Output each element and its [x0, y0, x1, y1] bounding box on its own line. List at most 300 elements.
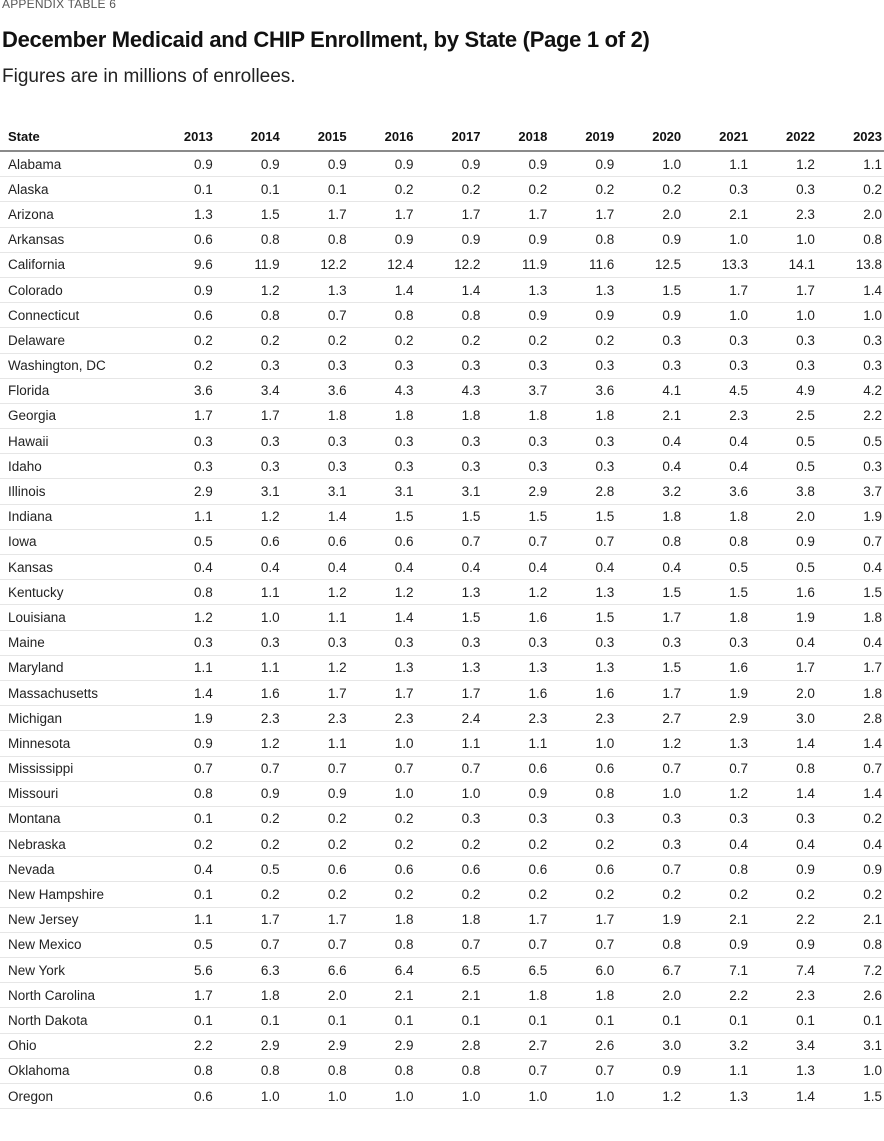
enrollment-value-cell: 0.2 [416, 328, 483, 353]
enrollment-value-cell: 7.4 [750, 958, 817, 983]
enrollment-value-cell: 0.9 [616, 303, 683, 328]
enrollment-value-cell: 0.2 [750, 882, 817, 907]
column-header-year: 2015 [282, 122, 349, 151]
enrollment-value-cell: 3.1 [416, 479, 483, 504]
enrollment-value-cell: 1.9 [750, 605, 817, 630]
enrollment-value-cell: 1.8 [349, 403, 416, 428]
enrollment-value-cell: 13.3 [683, 252, 750, 277]
enrollment-value-cell: 1.8 [817, 680, 884, 705]
enrollment-value-cell: 1.7 [349, 680, 416, 705]
enrollment-value-cell: 2.6 [549, 1033, 616, 1058]
enrollment-value-cell: 2.0 [750, 504, 817, 529]
enrollment-value-cell: 1.3 [349, 655, 416, 680]
enrollment-value-cell: 1.2 [616, 731, 683, 756]
enrollment-value-cell: 0.2 [817, 806, 884, 831]
state-name-cell: Connecticut [0, 303, 148, 328]
enrollment-value-cell: 0.7 [616, 857, 683, 882]
enrollment-value-cell: 1.1 [282, 605, 349, 630]
enrollment-value-cell: 0.1 [683, 1008, 750, 1033]
enrollment-value-cell: 0.1 [416, 1008, 483, 1033]
enrollment-value-cell: 1.8 [616, 504, 683, 529]
enrollment-value-cell: 0.4 [416, 555, 483, 580]
enrollment-value-cell: 0.7 [416, 529, 483, 554]
enrollment-value-cell: 1.1 [683, 1058, 750, 1083]
enrollment-value-cell: 1.2 [215, 504, 282, 529]
enrollment-value-cell: 1.7 [282, 907, 349, 932]
enrollment-value-cell: 1.0 [683, 303, 750, 328]
enrollment-value-cell: 1.5 [616, 580, 683, 605]
enrollment-value-cell: 3.4 [750, 1033, 817, 1058]
state-name-cell: Georgia [0, 403, 148, 428]
table-row [0, 479, 884, 504]
table-header-row [0, 122, 884, 151]
enrollment-value-cell: 0.2 [482, 177, 549, 202]
enrollment-value-cell: 2.3 [750, 202, 817, 227]
enrollment-value-cell: 1.8 [416, 907, 483, 932]
enrollment-value-cell: 3.4 [215, 378, 282, 403]
state-name-cell: Oklahoma [0, 1058, 148, 1083]
enrollment-value-cell: 0.3 [616, 353, 683, 378]
enrollment-value-cell: 1.8 [817, 605, 884, 630]
enrollment-value-cell: 0.5 [750, 454, 817, 479]
enrollment-value-cell: 0.2 [416, 882, 483, 907]
enrollment-value-cell: 0.9 [482, 227, 549, 252]
enrollment-value-cell: 6.5 [482, 958, 549, 983]
enrollment-value-cell: 0.5 [817, 429, 884, 454]
enrollment-value-cell: 0.3 [683, 806, 750, 831]
enrollment-value-cell: 0.3 [817, 454, 884, 479]
enrollment-value-cell: 0.2 [549, 882, 616, 907]
enrollment-value-cell: 0.9 [750, 529, 817, 554]
enrollment-value-cell: 1.0 [683, 227, 750, 252]
enrollment-value-cell: 1.7 [549, 202, 616, 227]
enrollment-table [0, 122, 884, 1109]
state-name-cell: Kentucky [0, 580, 148, 605]
enrollment-value-cell: 0.3 [282, 353, 349, 378]
column-header-year: 2020 [616, 122, 683, 151]
column-header-year: 2019 [549, 122, 616, 151]
column-header-year: 2023 [817, 122, 884, 151]
enrollment-value-cell: 0.7 [416, 756, 483, 781]
column-header-year: 2014 [215, 122, 282, 151]
enrollment-value-cell: 0.8 [282, 1058, 349, 1083]
enrollment-value-cell: 0.6 [282, 529, 349, 554]
enrollment-value-cell: 1.5 [817, 1083, 884, 1108]
enrollment-value-cell: 1.1 [482, 731, 549, 756]
enrollment-value-cell: 0.1 [282, 177, 349, 202]
enrollment-value-cell: 0.2 [282, 832, 349, 857]
enrollment-value-cell: 1.0 [482, 1083, 549, 1108]
enrollment-value-cell: 0.6 [549, 857, 616, 882]
table-row [0, 454, 884, 479]
enrollment-value-cell: 1.5 [416, 504, 483, 529]
enrollment-value-cell: 1.1 [148, 907, 215, 932]
table-row [0, 781, 884, 806]
enrollment-value-cell: 0.3 [349, 353, 416, 378]
enrollment-value-cell: 2.4 [416, 706, 483, 731]
enrollment-value-cell: 0.7 [349, 756, 416, 781]
enrollment-value-cell: 2.1 [683, 202, 750, 227]
enrollment-value-cell: 0.3 [683, 353, 750, 378]
enrollment-value-cell: 0.2 [282, 806, 349, 831]
state-name-cell: Washington, DC [0, 353, 148, 378]
enrollment-value-cell: 1.4 [349, 277, 416, 302]
enrollment-value-cell: 0.7 [282, 303, 349, 328]
enrollment-value-cell: 1.0 [817, 1058, 884, 1083]
enrollment-value-cell: 1.4 [817, 731, 884, 756]
enrollment-value-cell: 0.2 [416, 177, 483, 202]
enrollment-value-cell: 1.0 [349, 781, 416, 806]
enrollment-value-cell: 0.4 [148, 555, 215, 580]
enrollment-value-cell: 0.1 [215, 177, 282, 202]
enrollment-value-cell: 0.3 [416, 806, 483, 831]
enrollment-value-cell: 0.3 [282, 630, 349, 655]
enrollment-value-cell: 3.1 [215, 479, 282, 504]
state-name-cell: Florida [0, 378, 148, 403]
enrollment-value-cell: 1.0 [416, 781, 483, 806]
state-name-cell: North Carolina [0, 983, 148, 1008]
enrollment-value-cell: 0.6 [215, 529, 282, 554]
enrollment-value-cell: 0.8 [416, 1058, 483, 1083]
enrollment-value-cell: 1.6 [750, 580, 817, 605]
enrollment-value-cell: 1.1 [817, 151, 884, 177]
enrollment-value-cell: 0.2 [616, 882, 683, 907]
table-row [0, 932, 884, 957]
enrollment-value-cell: 1.0 [750, 227, 817, 252]
enrollment-value-cell: 2.2 [148, 1033, 215, 1058]
state-name-cell: Maine [0, 630, 148, 655]
enrollment-value-cell: 0.3 [549, 630, 616, 655]
table-row [0, 605, 884, 630]
enrollment-value-cell: 1.8 [416, 403, 483, 428]
enrollment-value-cell: 0.6 [282, 857, 349, 882]
table-row [0, 1058, 884, 1083]
enrollment-value-cell: 0.9 [215, 151, 282, 177]
enrollment-value-cell: 0.3 [817, 353, 884, 378]
enrollment-value-cell: 0.2 [349, 806, 416, 831]
state-name-cell: Nebraska [0, 832, 148, 857]
enrollment-value-cell: 0.6 [482, 756, 549, 781]
enrollment-value-cell: 1.2 [750, 151, 817, 177]
enrollment-value-cell: 0.1 [549, 1008, 616, 1033]
enrollment-value-cell: 0.3 [482, 353, 549, 378]
enrollment-value-cell: 0.3 [549, 353, 616, 378]
enrollment-value-cell: 0.3 [282, 454, 349, 479]
enrollment-value-cell: 0.6 [148, 227, 215, 252]
enrollment-value-cell: 2.3 [215, 706, 282, 731]
enrollment-value-cell: 1.1 [282, 731, 349, 756]
enrollment-value-cell: 1.7 [148, 403, 215, 428]
enrollment-value-cell: 0.7 [482, 932, 549, 957]
enrollment-value-cell: 2.8 [416, 1033, 483, 1058]
enrollment-value-cell: 6.6 [282, 958, 349, 983]
table-row [0, 303, 884, 328]
enrollment-value-cell: 2.7 [482, 1033, 549, 1058]
enrollment-value-cell: 0.7 [282, 932, 349, 957]
enrollment-value-cell: 0.1 [817, 1008, 884, 1033]
enrollment-value-cell: 0.9 [549, 151, 616, 177]
column-header-year: 2022 [750, 122, 817, 151]
table-row [0, 580, 884, 605]
enrollment-value-cell: 0.3 [282, 429, 349, 454]
enrollment-value-cell: 2.3 [683, 403, 750, 428]
enrollment-value-cell: 1.7 [349, 202, 416, 227]
enrollment-value-cell: 0.2 [683, 882, 750, 907]
enrollment-value-cell: 0.4 [616, 555, 683, 580]
enrollment-value-cell: 2.9 [482, 479, 549, 504]
enrollment-value-cell: 0.1 [482, 1008, 549, 1033]
enrollment-value-cell: 0.2 [416, 832, 483, 857]
enrollment-value-cell: 0.2 [482, 832, 549, 857]
enrollment-value-cell: 1.3 [416, 580, 483, 605]
enrollment-value-cell: 1.4 [416, 277, 483, 302]
enrollment-value-cell: 1.3 [148, 202, 215, 227]
enrollment-value-cell: 1.7 [215, 907, 282, 932]
table-body [0, 151, 884, 1109]
table-row [0, 958, 884, 983]
enrollment-value-cell: 0.9 [817, 857, 884, 882]
state-name-cell: Louisiana [0, 605, 148, 630]
enrollment-value-cell: 1.5 [549, 605, 616, 630]
enrollment-value-cell: 0.2 [616, 177, 683, 202]
state-name-cell: Kansas [0, 555, 148, 580]
enrollment-value-cell: 1.0 [616, 151, 683, 177]
table-row [0, 277, 884, 302]
enrollment-value-cell: 0.9 [683, 932, 750, 957]
enrollment-value-cell: 0.9 [750, 932, 817, 957]
enrollment-value-cell: 1.0 [817, 303, 884, 328]
table-row [0, 504, 884, 529]
enrollment-value-cell: 1.3 [282, 277, 349, 302]
state-name-cell: Hawaii [0, 429, 148, 454]
table-row [0, 983, 884, 1008]
enrollment-value-cell: 0.2 [482, 328, 549, 353]
enrollment-value-cell: 1.0 [549, 731, 616, 756]
column-header-state: State [0, 122, 148, 151]
state-name-cell: North Dakota [0, 1008, 148, 1033]
enrollment-value-cell: 1.0 [416, 1083, 483, 1108]
enrollment-value-cell: 1.3 [683, 1083, 750, 1108]
enrollment-value-cell: 0.4 [616, 429, 683, 454]
enrollment-value-cell: 0.7 [549, 932, 616, 957]
enrollment-value-cell: 1.4 [750, 1083, 817, 1108]
enrollment-value-cell: 3.6 [549, 378, 616, 403]
enrollment-value-cell: 0.2 [349, 177, 416, 202]
enrollment-value-cell: 0.8 [416, 303, 483, 328]
enrollment-value-cell: 5.6 [148, 958, 215, 983]
enrollment-value-cell: 0.4 [683, 832, 750, 857]
enrollment-value-cell: 0.5 [148, 529, 215, 554]
enrollment-value-cell: 0.1 [215, 1008, 282, 1033]
enrollment-value-cell: 2.9 [215, 1033, 282, 1058]
enrollment-value-cell: 1.0 [349, 731, 416, 756]
table-row [0, 429, 884, 454]
enrollment-value-cell: 3.6 [148, 378, 215, 403]
table-row [0, 1008, 884, 1033]
enrollment-value-cell: 0.9 [482, 781, 549, 806]
enrollment-value-cell: 0.2 [349, 882, 416, 907]
enrollment-value-cell: 1.2 [215, 277, 282, 302]
enrollment-value-cell: 0.3 [482, 429, 549, 454]
enrollment-value-cell: 0.2 [817, 177, 884, 202]
enrollment-value-cell: 1.5 [482, 504, 549, 529]
enrollment-value-cell: 12.5 [616, 252, 683, 277]
enrollment-value-cell: 0.8 [683, 529, 750, 554]
enrollment-value-cell: 0.5 [148, 932, 215, 957]
enrollment-value-cell: 1.1 [683, 151, 750, 177]
enrollment-value-cell: 0.8 [282, 227, 349, 252]
enrollment-value-cell: 0.9 [416, 227, 483, 252]
enrollment-value-cell: 1.9 [148, 706, 215, 731]
enrollment-value-cell: 2.0 [817, 202, 884, 227]
enrollment-value-cell: 2.3 [549, 706, 616, 731]
enrollment-value-cell: 13.8 [817, 252, 884, 277]
enrollment-value-cell: 0.8 [148, 781, 215, 806]
enrollment-value-cell: 0.7 [549, 1058, 616, 1083]
enrollment-value-cell: 0.3 [215, 630, 282, 655]
enrollment-value-cell: 3.0 [616, 1033, 683, 1058]
table-row [0, 378, 884, 403]
enrollment-value-cell: 1.0 [282, 1083, 349, 1108]
enrollment-value-cell: 1.9 [817, 504, 884, 529]
enrollment-value-cell: 0.8 [683, 857, 750, 882]
enrollment-value-cell: 0.3 [215, 353, 282, 378]
enrollment-value-cell: 1.7 [683, 277, 750, 302]
enrollment-value-cell: 4.1 [616, 378, 683, 403]
enrollment-value-cell: 0.6 [482, 857, 549, 882]
enrollment-value-cell: 0.4 [750, 630, 817, 655]
enrollment-value-cell: 0.9 [148, 277, 215, 302]
enrollment-value-cell: 0.2 [349, 328, 416, 353]
enrollment-value-cell: 1.5 [616, 655, 683, 680]
enrollment-value-cell: 2.0 [282, 983, 349, 1008]
enrollment-value-cell: 0.3 [616, 806, 683, 831]
enrollment-value-cell: 0.3 [683, 177, 750, 202]
enrollment-value-cell: 2.3 [482, 706, 549, 731]
enrollment-value-cell: 0.6 [349, 529, 416, 554]
enrollment-value-cell: 0.8 [148, 580, 215, 605]
enrollment-value-cell: 1.2 [148, 605, 215, 630]
enrollment-value-cell: 1.8 [215, 983, 282, 1008]
enrollment-value-cell: 1.8 [482, 983, 549, 1008]
enrollment-value-cell: 0.7 [482, 1058, 549, 1083]
table-row [0, 857, 884, 882]
enrollment-value-cell: 2.3 [349, 706, 416, 731]
enrollment-value-cell: 0.1 [148, 1008, 215, 1033]
enrollment-value-cell: 2.9 [683, 706, 750, 731]
enrollment-value-cell: 1.3 [750, 1058, 817, 1083]
enrollment-value-cell: 0.4 [349, 555, 416, 580]
enrollment-value-cell: 6.4 [349, 958, 416, 983]
enrollment-value-cell: 12.4 [349, 252, 416, 277]
enrollment-value-cell: 1.0 [616, 781, 683, 806]
enrollment-value-cell: 0.8 [148, 1058, 215, 1083]
enrollment-value-cell: 0.2 [549, 832, 616, 857]
enrollment-value-cell: 4.9 [750, 378, 817, 403]
state-name-cell: Massachusetts [0, 680, 148, 705]
table-row [0, 353, 884, 378]
enrollment-value-cell: 0.9 [616, 227, 683, 252]
enrollment-value-cell: 2.5 [750, 403, 817, 428]
enrollment-value-cell: 0.9 [482, 303, 549, 328]
state-name-cell: Maryland [0, 655, 148, 680]
enrollment-value-cell: 4.5 [683, 378, 750, 403]
enrollment-value-cell: 3.1 [282, 479, 349, 504]
state-name-cell: Michigan [0, 706, 148, 731]
enrollment-value-cell: 0.1 [282, 1008, 349, 1033]
enrollment-value-cell: 0.3 [616, 328, 683, 353]
state-name-cell: Mississippi [0, 756, 148, 781]
enrollment-value-cell: 1.5 [349, 504, 416, 529]
enrollment-value-cell: 1.8 [282, 403, 349, 428]
enrollment-value-cell: 0.4 [750, 832, 817, 857]
enrollment-value-cell: 0.1 [750, 1008, 817, 1033]
enrollment-value-cell: 0.3 [683, 328, 750, 353]
enrollment-value-cell: 0.2 [282, 328, 349, 353]
table-row [0, 882, 884, 907]
enrollment-value-cell: 2.9 [148, 479, 215, 504]
enrollment-value-cell: 0.2 [215, 832, 282, 857]
table-row [0, 202, 884, 227]
enrollment-value-cell: 6.7 [616, 958, 683, 983]
enrollment-value-cell: 1.2 [482, 580, 549, 605]
enrollment-value-cell: 0.4 [482, 555, 549, 580]
enrollment-value-cell: 0.3 [616, 832, 683, 857]
enrollment-value-cell: 1.5 [215, 202, 282, 227]
enrollment-value-cell: 1.1 [148, 504, 215, 529]
enrollment-value-cell: 3.2 [616, 479, 683, 504]
enrollment-value-cell: 0.5 [750, 555, 817, 580]
table-row [0, 555, 884, 580]
enrollment-value-cell: 1.3 [416, 655, 483, 680]
enrollment-value-cell: 7.2 [817, 958, 884, 983]
state-name-cell: Illinois [0, 479, 148, 504]
enrollment-value-cell: 2.0 [750, 680, 817, 705]
state-name-cell: Minnesota [0, 731, 148, 756]
enrollment-value-cell: 1.1 [215, 580, 282, 605]
enrollment-value-cell: 1.5 [683, 580, 750, 605]
enrollment-value-cell: 0.5 [215, 857, 282, 882]
state-name-cell: California [0, 252, 148, 277]
table-row [0, 151, 884, 177]
enrollment-value-cell: 0.1 [148, 806, 215, 831]
enrollment-value-cell: 1.5 [416, 605, 483, 630]
enrollment-value-cell: 0.5 [750, 429, 817, 454]
enrollment-value-cell: 0.9 [750, 857, 817, 882]
enrollment-value-cell: 1.1 [215, 655, 282, 680]
enrollment-value-cell: 2.2 [750, 907, 817, 932]
enrollment-value-cell: 1.7 [482, 907, 549, 932]
enrollment-value-cell: 1.1 [416, 731, 483, 756]
enrollment-value-cell: 0.5 [683, 555, 750, 580]
enrollment-value-cell: 2.3 [282, 706, 349, 731]
enrollment-value-cell: 0.3 [683, 630, 750, 655]
table-row [0, 177, 884, 202]
column-header-year: 2017 [416, 122, 483, 151]
enrollment-value-cell: 3.2 [683, 1033, 750, 1058]
enrollment-value-cell: 1.2 [282, 580, 349, 605]
enrollment-value-cell: 2.9 [349, 1033, 416, 1058]
enrollment-value-cell: 0.3 [549, 429, 616, 454]
enrollment-value-cell: 0.3 [549, 806, 616, 831]
enrollment-value-cell: 1.2 [215, 731, 282, 756]
enrollment-value-cell: 4.3 [416, 378, 483, 403]
state-name-cell: Oregon [0, 1083, 148, 1108]
enrollment-value-cell: 0.8 [215, 303, 282, 328]
table-row [0, 1033, 884, 1058]
enrollment-value-cell: 0.6 [549, 756, 616, 781]
enrollment-value-cell: 0.3 [416, 429, 483, 454]
